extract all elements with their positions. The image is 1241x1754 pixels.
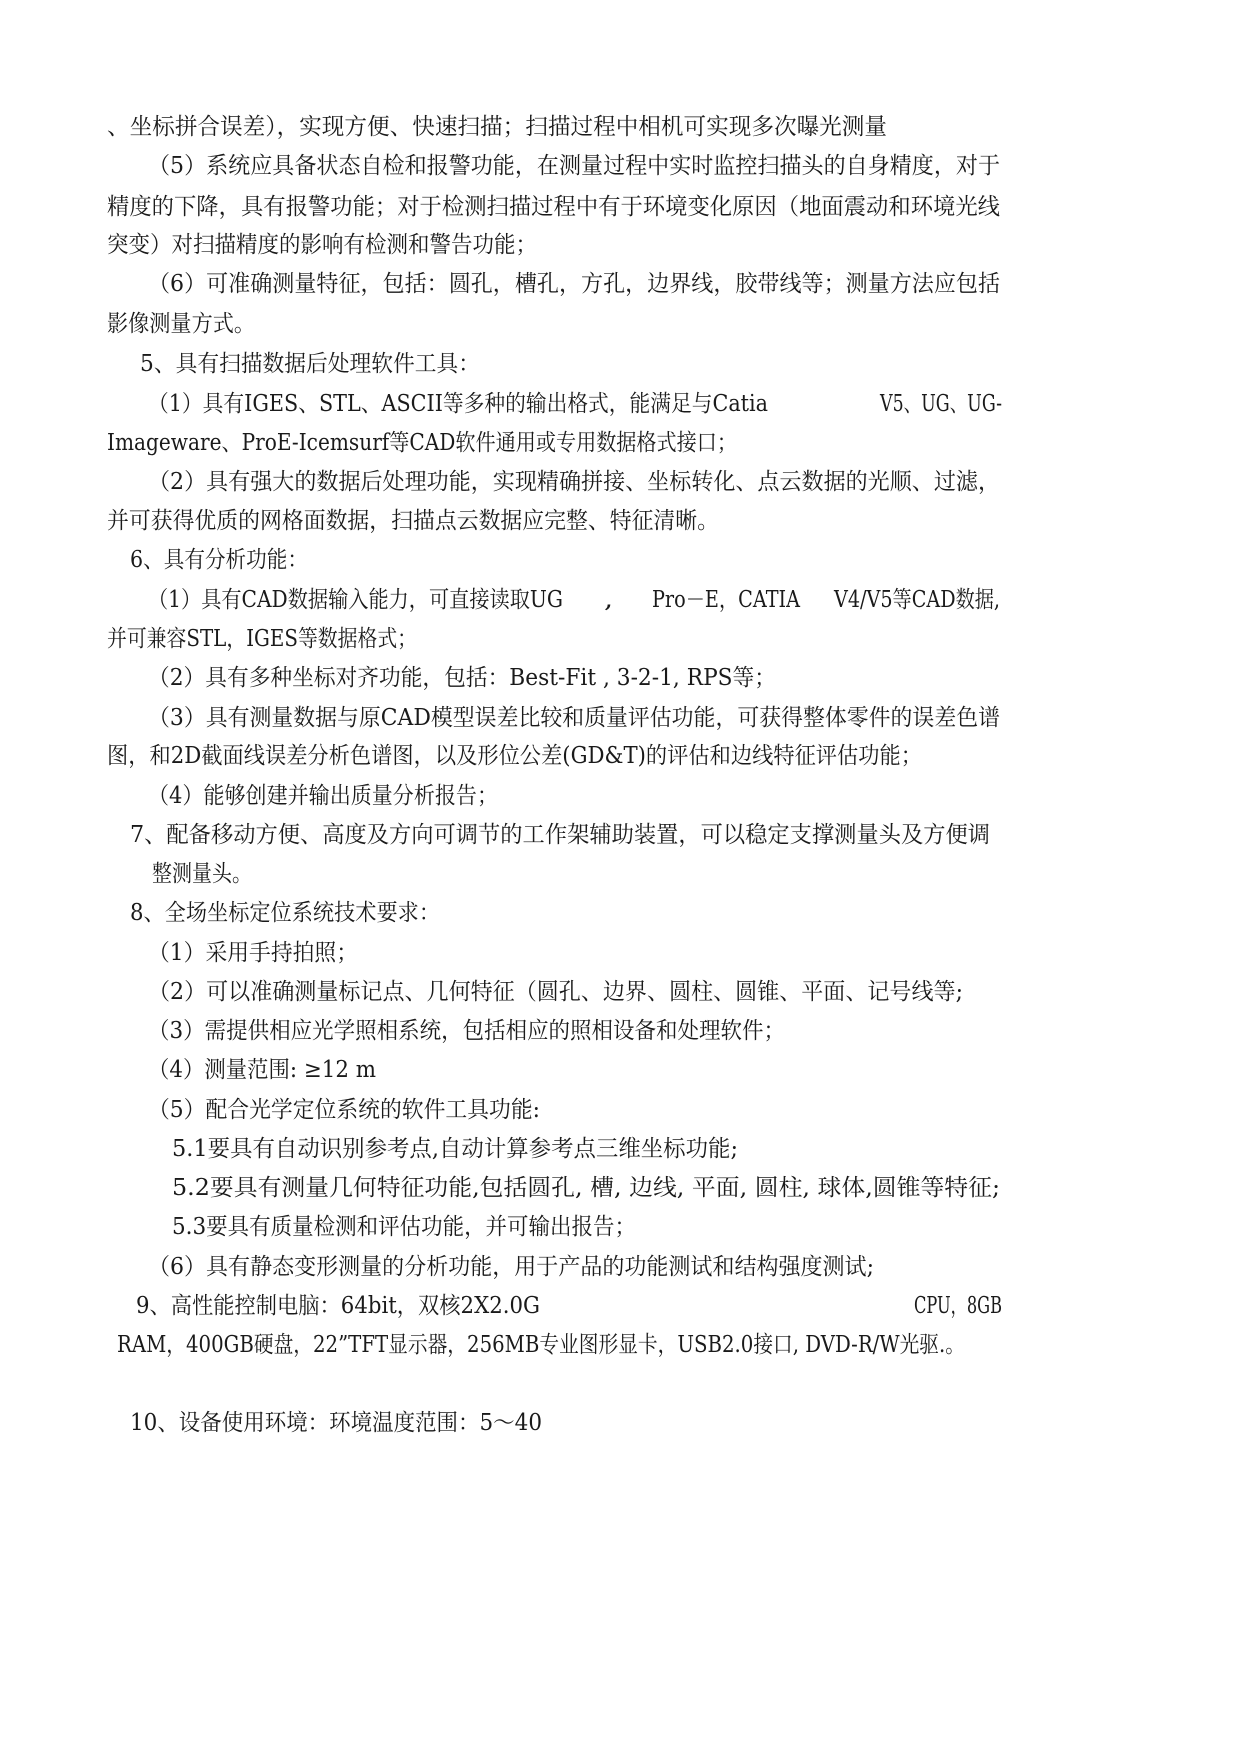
text-line: （4）测量范围: ≥12 m [148, 1057, 376, 1083]
text-line: （6）可准确测量特征，包括：圆孔，槽孔，方孔，边界线，胶带线等；测量方法应包括 [148, 271, 1000, 297]
text-line: （4）能够创建并输出质量分析报告； [148, 783, 498, 809]
text-line: 并可获得优质的网格面数据，扫描点云数据应完整、特征清晰。 [107, 508, 719, 534]
text-line: 5.2要具有测量几何特征功能,包括圆孔, 槽, 边线, 平面, 圆柱, 球体,圆锥等特征; [172, 1175, 1000, 1201]
text-line: （5）配合光学定位系统的软件工具功能: [148, 1097, 540, 1123]
text-line: （3）具有测量数据与原CAD模型误差比较和质量评估功能，可获得整体零件的误差色谱 [148, 705, 1000, 731]
text-line: 整测量头。 [152, 861, 252, 887]
section-heading: 9、高性能控制电脑：64bit，双核2X2.0G [136, 1293, 540, 1319]
text-line: （2）可以准确测量标记点、几何特征（圆孔、边界、圆柱、圆锥、平面、记号线等; [148, 979, 963, 1005]
section-heading: 10、设备使用环境：环境温度范围：5～40 [130, 1410, 542, 1436]
text-line: （1）具有IGES、STL、ASCII等多种的输出格式，能满足与Catia [148, 391, 768, 417]
text-line: （1）采用手持拍照； [148, 940, 358, 966]
text-line: 、坐标拼合误差），实现方便、快速扫描；扫描过程中相机可实现多次曝光测量 [107, 114, 887, 140]
text-line: , [604, 587, 614, 613]
text-line: 图，和2D截面线误差分析色谱图，以及形位公差(GD&T)的评估和边线特征评估功能； [107, 743, 922, 769]
text-line: CPU，8GB [914, 1293, 1002, 1319]
text-line: （6）具有静态变形测量的分析功能，用于产品的功能测试和结构强度测试; [148, 1254, 874, 1280]
section-heading: 5、具有扫描数据后处理软件工具： [140, 351, 480, 377]
text-line: （1）具有CAD数据输入能力，可直接读取UG [148, 587, 563, 613]
text-line: 5.1要具有自动识别参考点,自动计算参考点三维坐标功能; [172, 1136, 738, 1162]
text-line: Pro－E，CATIA [652, 587, 800, 613]
text-line: 精度的下降，具有报警功能；对于检测扫描过程中有于环境变化原因（地面震动和环境光线 [107, 194, 1000, 220]
text-line: Imageware、ProE-Icemsurf等CAD软件通用或专用数据格式接口； [107, 430, 737, 456]
text-line: 并可兼容STL，IGES等数据格式； [107, 626, 417, 652]
text-line: （3）需提供相应光学照相系统，包括相应的照相设备和处理软件； [148, 1018, 785, 1044]
text-line: （2）具有多种坐标对齐功能，包括：Best-Fit , 3-2-1, RPS等； [148, 665, 776, 691]
text-line: （2）具有强大的数据后处理功能，实现精确拼接、坐标转化、点云数据的光顺、过滤， [148, 469, 1000, 495]
text-line: V4/V5等CAD数据, [834, 587, 1000, 613]
text-line: V5、UG、UG- [880, 391, 1002, 417]
section-heading: 8、全场坐标定位系统技术要求： [130, 900, 440, 926]
section-heading: 6、具有分析功能： [130, 547, 308, 573]
text-line: RAM，400GB硬盘，22”TFT显示器，256MB专业图形显卡，USB2.0接口, DVD-R/W光驱.。 [117, 1332, 965, 1358]
text-line: （5）系统应具备状态自检和报警功能，在测量过程中实时监控扫描头的自身精度，对于 [148, 153, 1000, 179]
text-line: 突变）对扫描精度的影响有检测和警告功能； [107, 232, 537, 258]
text-line: 影像测量方式。 [107, 311, 255, 337]
section-heading: 7、配备移动方便、高度及方向可调节的工作架辅助装置，可以稳定支撑测量头及方便调 [130, 822, 990, 848]
text-line: 5.3要具有质量检测和评估功能，并可输出报告； [172, 1214, 636, 1240]
